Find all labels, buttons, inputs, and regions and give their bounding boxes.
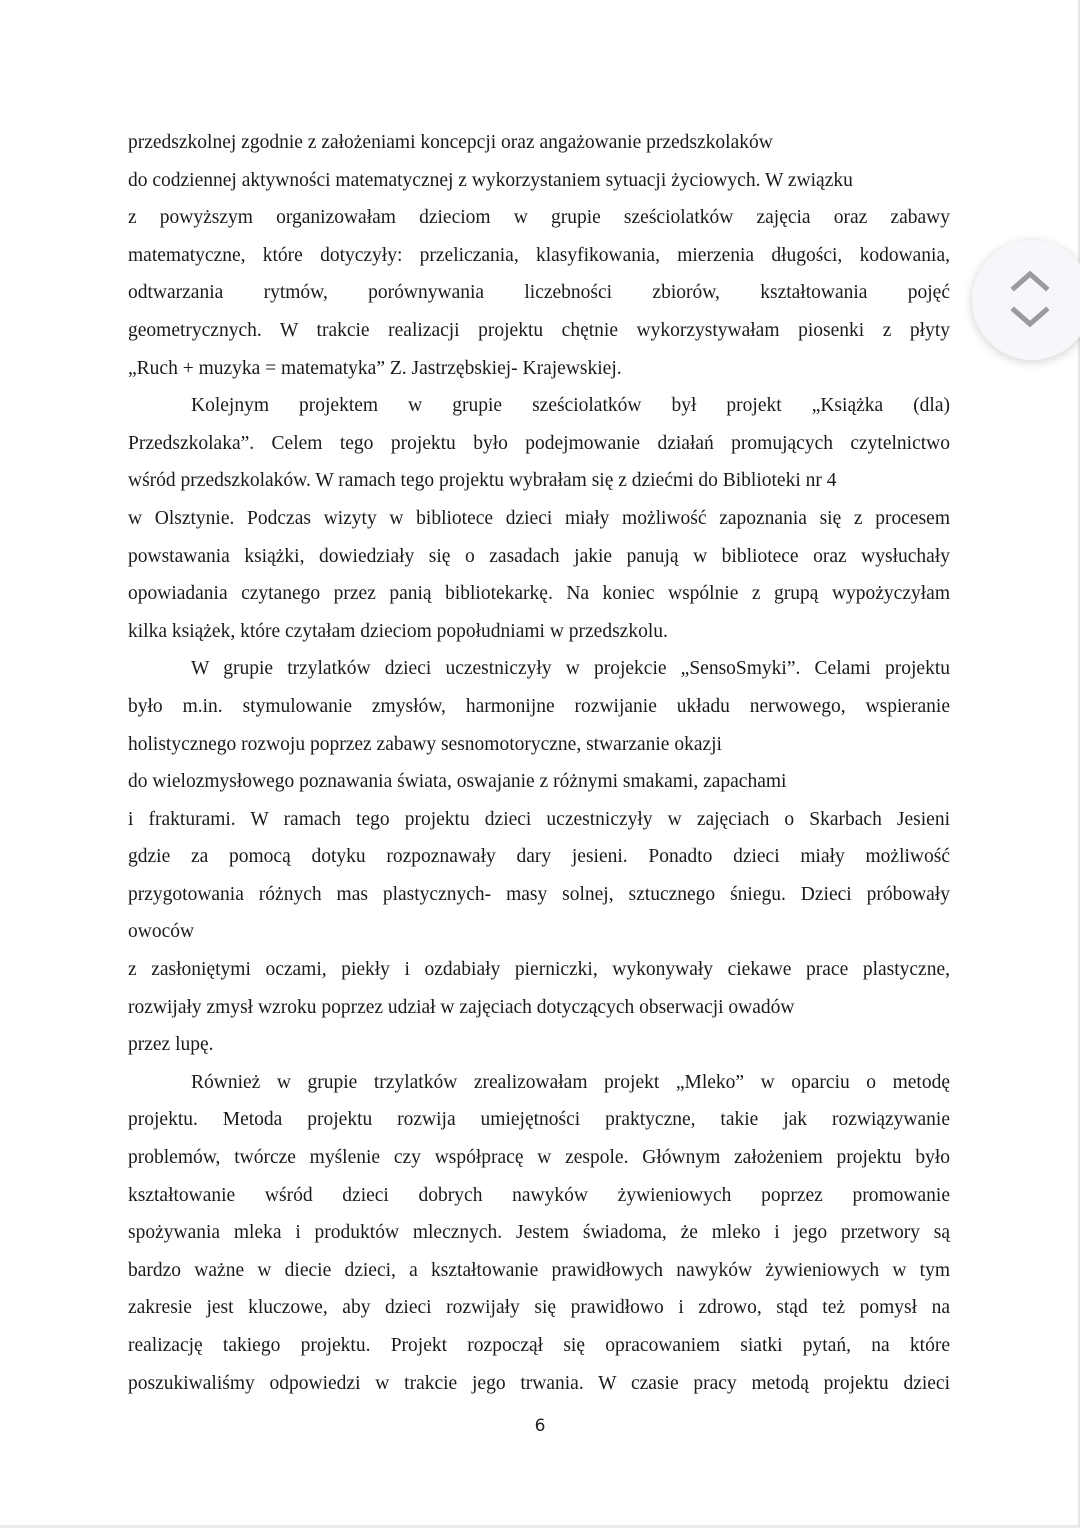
text-line: przedszkolnej zgodnie z założeniami koncepcji oraz angażowanie przedszkolaków	[128, 132, 773, 153]
text-line: wśród przedszkolaków. W ramach tego projektu wybrałam się z dziećmi do Biblioteki nr 4	[128, 470, 837, 492]
text-line: kształtowanie wśród dzieci dobrych nawyków żywieniowych poprzez promowanie	[128, 1184, 950, 1206]
text-line: i frakturami. W ramach tego projektu dzieci uczestniczyły w zajęciach o Skarbach Jesieni	[128, 808, 950, 830]
text-line: holistycznego rozwoju poprzez zabawy sesnomotoryczne, stwarzanie okazji	[128, 733, 722, 755]
text-line: Przedszkolaka”. Celem tego projektu było podejmowanie działań promujących czytelnictwo	[128, 432, 950, 454]
text-line: gdzie za pomocą dotyku rozpoznawały dary jesieni. Ponadto dzieci miały możliwość	[128, 846, 950, 868]
text-line: matematyczne, które dotyczyły: przeliczania, klasyfikowania, mierzenia długości, kodowania,	[128, 244, 950, 266]
text-line: z zasłoniętymi oczami, piekły i ozdabiały pierniczki, wykonywały ciekawe prace plastyczne,	[128, 959, 950, 981]
text-line: projektu. Metoda projektu rozwija umiejętności praktyczne, takie jak rozwiązywanie	[128, 1109, 950, 1131]
text-line: Kolejnym projektem w grupie sześciolatków był projekt „Książka (dla)	[191, 395, 950, 417]
text-line: geometrycznych. W trakcie realizacji projektu chętnie wykorzystywałam piosenki z płyty	[128, 319, 950, 341]
text-line: z powyższym organizowałam dzieciom w grupie sześciolatków zajęcia oraz zabawy	[128, 207, 950, 229]
text-line: odtwarzania rytmów, porównywania liczebności zbiorów, kształtowania pojęć	[128, 282, 950, 304]
text-line: powstawania książki, dowiedziały się o zasadach jakie panują w bibliotece oraz wysłuchały	[128, 545, 950, 567]
previous-page-button[interactable]	[1010, 268, 1050, 292]
text-line: przez lupę.	[128, 1034, 214, 1056]
text-line: bardzo ważne w diecie dzieci, a kształtowanie prawidłowych nawyków żywieniowych w tym	[128, 1259, 950, 1281]
text-line: było m.in. stymulowanie zmysłów, harmonijne rozwijanie układu nerwowego, wspieranie	[128, 695, 950, 717]
text-line: Również w grupie trzylatków zrealizowałam projekt „Mleko” w oparciu o metodę	[191, 1071, 950, 1093]
text-line: do wielozmysłowego poznawania świata, oswajanie z różnymi smakami, zapachami	[128, 771, 787, 793]
document-body	[128, 124, 950, 1402]
text-line: realizację takiego projektu. Projekt rozpoczął się opracowaniem siatki pytań, na które	[128, 1335, 950, 1356]
page-navigation-widget	[972, 240, 1080, 360]
page-number: 6	[534, 1416, 546, 1436]
text-line: zakresie jest kluczowe, aby dzieci rozwijały się prawidłowo i zdrowo, stąd też pomysł na	[128, 1297, 950, 1319]
text-line: opowiadania czytanego przez panią bibliotekarkę. Na koniec wspólnie z grupą wypożyczyłam	[128, 583, 950, 605]
text-line: kilka książek, które czytałam dzieciom popołudniami w przedszkolu.	[128, 620, 668, 642]
text-line: „Ruch + muzyka = matematyka” Z. Jastrzębskiej- Krajewskiej.	[128, 357, 622, 379]
text-line: problemów, twórcze myślenie czy współpracę w zespole. Głównym założeniem projektu było	[128, 1147, 950, 1169]
text-line: W grupie trzylatków dzieci uczestniczyły w projekcie „SensoSmyki”. Celami projektu	[191, 658, 950, 680]
next-page-button[interactable]	[1010, 306, 1050, 330]
chevron-up-icon	[1010, 268, 1050, 292]
text-line: poszukiwaliśmy odpowiedzi w trakcie jego trwania. W czasie pracy metodą projektu dzieci	[128, 1372, 950, 1394]
chevron-down-icon	[1010, 306, 1050, 330]
text-line: w Olsztynie. Podczas wizyty w bibliotece dzieci miały możliwość zapoznania się z procesem	[128, 507, 950, 529]
text-line: spożywania mleka i produktów mlecznych. Jestem świadoma, że mleko i jego przetwory są	[128, 1222, 950, 1244]
text-line: przygotowania różnych mas plastycznych- masy solnej, sztucznego śniegu. Dzieci próbowały	[128, 883, 950, 905]
text-line: owoców	[128, 921, 195, 943]
text-line: rozwijały zmysł wzroku poprzez udział w zajęciach dotyczących obserwacji owadów	[128, 996, 795, 1018]
text-line: do codziennej aktywności matematycznej z wykorzystaniem sytuacji życiowych. W związku	[128, 169, 853, 191]
